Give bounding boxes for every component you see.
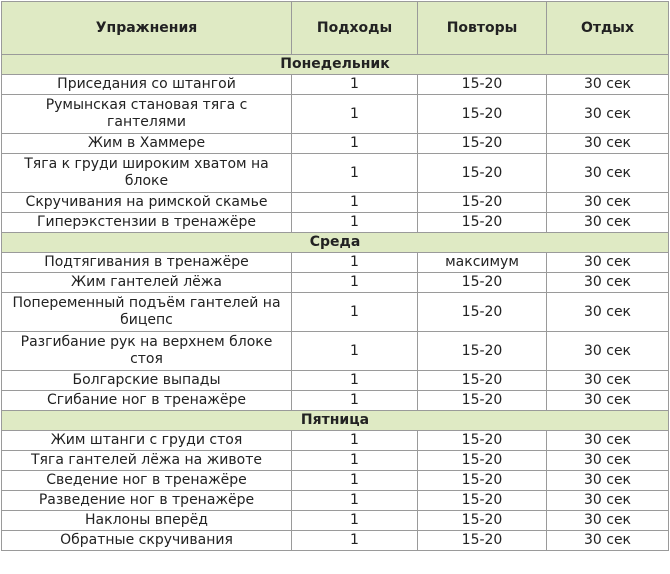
day-header-row [2, 233, 669, 253]
cell-reps: 15-20 [418, 371, 547, 391]
table-row [2, 511, 669, 531]
cell-reps: 15-20 [418, 471, 547, 491]
cell-reps: 15-20 [418, 213, 547, 233]
cell-rest: 30 сек [547, 95, 669, 134]
cell-exercise: Наклоны вперёд [2, 511, 292, 531]
day-header-row [2, 55, 669, 75]
cell-reps: максимум [418, 253, 547, 273]
cell-sets: 1 [292, 134, 418, 154]
cell-rest: 30 сек [547, 75, 669, 95]
cell-reps: 15-20 [418, 391, 547, 411]
cell-sets: 1 [292, 95, 418, 134]
table-row [2, 95, 669, 134]
table-body [2, 55, 669, 551]
cell-reps: 15-20 [418, 95, 547, 134]
table-row [2, 154, 669, 193]
cell-reps: 15-20 [418, 154, 547, 193]
cell-exercise: Гиперэкстензии в тренажёре [2, 213, 292, 233]
cell-rest: 30 сек [547, 391, 669, 411]
cell-rest: 30 сек [547, 273, 669, 293]
day-header-row [2, 411, 669, 431]
table-row [2, 213, 669, 233]
cell-sets: 1 [292, 213, 418, 233]
cell-sets: 1 [292, 253, 418, 273]
cell-reps: 15-20 [418, 273, 547, 293]
cell-sets: 1 [292, 391, 418, 411]
cell-sets: 1 [292, 154, 418, 193]
cell-sets: 1 [292, 471, 418, 491]
cell-exercise: Скручивания на римской скамье [2, 193, 292, 213]
table-row [2, 273, 669, 293]
cell-rest: 30 сек [547, 293, 669, 332]
cell-sets: 1 [292, 491, 418, 511]
cell-sets: 1 [292, 531, 418, 551]
cell-rest: 30 сек [547, 531, 669, 551]
header-rest: Отдых [547, 2, 669, 55]
cell-exercise: Разведение ног в тренажёре [2, 491, 292, 511]
cell-exercise: Жим в Хаммере [2, 134, 292, 154]
cell-rest: 30 сек [547, 253, 669, 273]
cell-reps: 15-20 [418, 193, 547, 213]
cell-rest: 30 сек [547, 471, 669, 491]
cell-rest: 30 сек [547, 193, 669, 213]
table-row [2, 491, 669, 511]
cell-reps: 15-20 [418, 332, 547, 371]
cell-reps: 15-20 [418, 431, 547, 451]
cell-sets: 1 [292, 451, 418, 471]
cell-rest: 30 сек [547, 511, 669, 531]
table-row [2, 371, 669, 391]
table-row [2, 471, 669, 491]
table-row [2, 391, 669, 411]
day-title: Среда [2, 233, 669, 253]
cell-reps: 15-20 [418, 491, 547, 511]
cell-exercise: Болгарские выпады [2, 371, 292, 391]
cell-reps: 15-20 [418, 511, 547, 531]
cell-sets: 1 [292, 332, 418, 371]
cell-rest: 30 сек [547, 491, 669, 511]
cell-reps: 15-20 [418, 293, 547, 332]
table-row [2, 451, 669, 471]
table-row [2, 293, 669, 332]
cell-exercise: Жим гантелей лёжа [2, 273, 292, 293]
cell-rest: 30 сек [547, 451, 669, 471]
header-sets: Подходы [292, 2, 418, 55]
cell-reps: 15-20 [418, 75, 547, 95]
cell-rest: 30 сек [547, 154, 669, 193]
header-reps: Повторы [418, 2, 547, 55]
cell-exercise: Сведение ног в тренажёре [2, 471, 292, 491]
cell-exercise: Попеременный подъём гантелей на бицепс [2, 293, 292, 332]
cell-sets: 1 [292, 75, 418, 95]
cell-reps: 15-20 [418, 134, 547, 154]
cell-rest: 30 сек [547, 213, 669, 233]
table-row [2, 332, 669, 371]
table-row [2, 193, 669, 213]
cell-reps: 15-20 [418, 531, 547, 551]
cell-exercise: Обратные скручивания [2, 531, 292, 551]
day-title: Понедельник [2, 55, 669, 75]
table-header [2, 2, 669, 55]
header-row [2, 2, 669, 55]
day-title: Пятница [2, 411, 669, 431]
table-row [2, 253, 669, 273]
cell-sets: 1 [292, 371, 418, 391]
table-row [2, 75, 669, 95]
cell-rest: 30 сек [547, 134, 669, 154]
cell-sets: 1 [292, 511, 418, 531]
workout-table [1, 1, 669, 551]
header-exercise: Упражнения [2, 2, 292, 55]
cell-sets: 1 [292, 293, 418, 332]
cell-exercise: Румынская становая тяга с гантелями [2, 95, 292, 134]
cell-sets: 1 [292, 273, 418, 293]
cell-exercise: Разгибание рук на верхнем блоке стоя [2, 332, 292, 371]
cell-exercise: Приседания со штангой [2, 75, 292, 95]
cell-rest: 30 сек [547, 371, 669, 391]
cell-rest: 30 сек [547, 431, 669, 451]
table-row [2, 134, 669, 154]
cell-exercise: Тяга к груди широким хватом на блоке [2, 154, 292, 193]
cell-sets: 1 [292, 431, 418, 451]
table-row [2, 431, 669, 451]
cell-exercise: Тяга гантелей лёжа на животе [2, 451, 292, 471]
cell-sets: 1 [292, 193, 418, 213]
cell-exercise: Жим штанги с груди стоя [2, 431, 292, 451]
cell-reps: 15-20 [418, 451, 547, 471]
cell-exercise: Сгибание ног в тренажёре [2, 391, 292, 411]
table-row [2, 531, 669, 551]
cell-exercise: Подтягивания в тренажёре [2, 253, 292, 273]
cell-rest: 30 сек [547, 332, 669, 371]
